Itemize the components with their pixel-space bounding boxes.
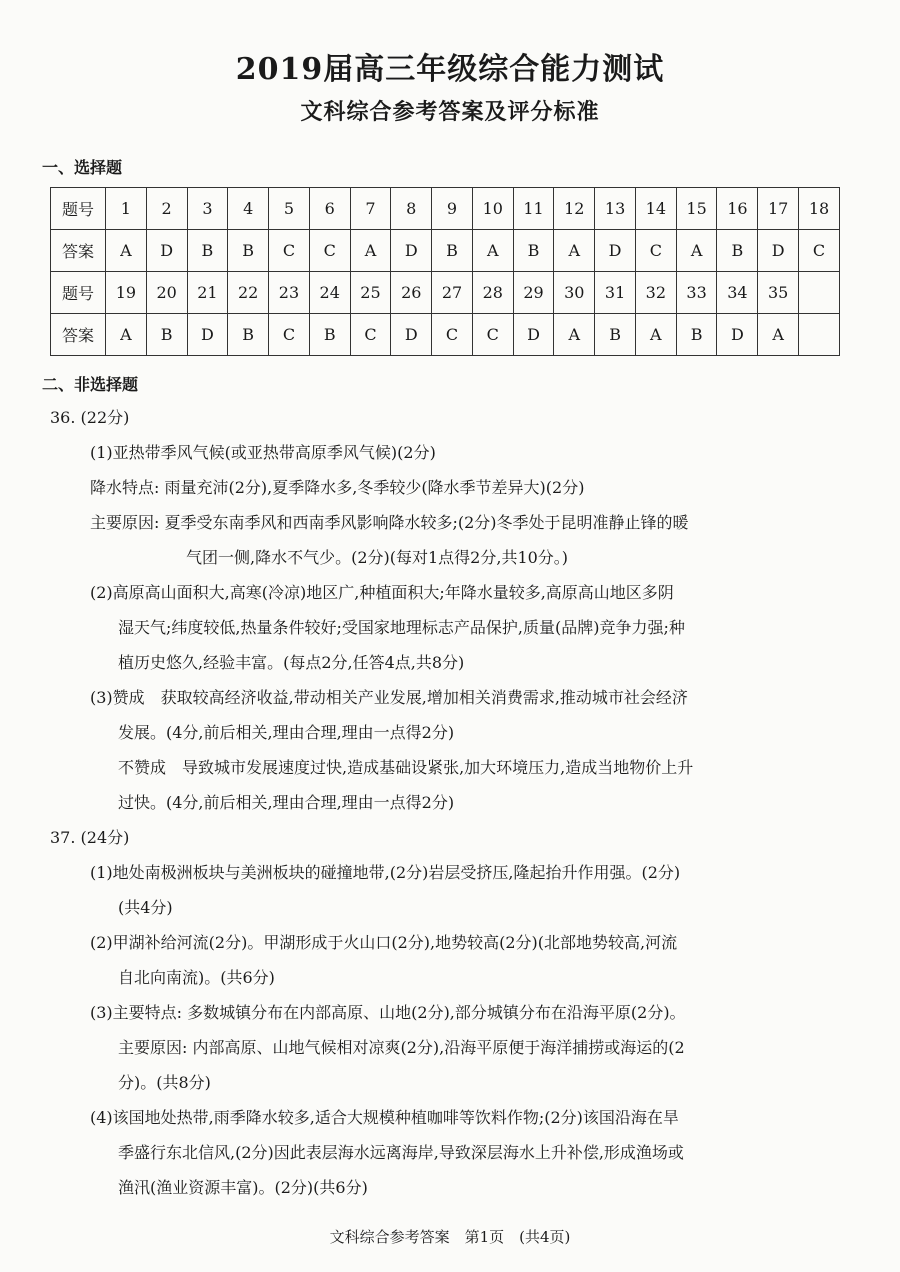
answer-cell: A [350,230,391,272]
q37-part3-line2: 主要原因: 内部高原、山地气候相对凉爽(2分),沿海平原便于海洋捕捞或海运的(2 [118,1038,685,1057]
section-heading-choice: 一、选择题 [42,158,123,177]
q37-part2-line1: (2)甲湖补给河流(2分)。甲湖形成于火山口(2分),地势较高(2分)(北部地势较高,河流 [90,933,678,952]
question-number-cell: 27 [432,272,473,314]
question-number-cell: 26 [391,272,432,314]
q37-part2-line2: 自北向南流)。(共6分) [118,968,275,987]
question-number-cell: 34 [717,272,758,314]
question-number-cell: 19 [106,272,147,314]
answer-cell: C [432,314,473,356]
answer-cell: B [513,230,554,272]
q36-part1: (1)亚热带季风气候(或亚热带高原季风气候)(2分) [90,443,436,462]
answer-cell: D [595,230,636,272]
question-number-cell: 7 [350,188,391,230]
q37-part4-line2: 季盛行东北信风,(2分)因此表层海水远离海岸,导致深层海水上升补偿,形成渔场或 [118,1143,684,1162]
question-number-cell: 24 [309,272,350,314]
row-label: 答案 [51,314,106,356]
answer-cell: A [106,314,147,356]
answer-cell: A [106,230,147,272]
q37-part3-line3: 分)。(共8分) [118,1073,211,1092]
question-number-cell: 33 [676,272,717,314]
q37-part1-line2: (共4分) [118,898,173,917]
question-number-cell: 1 [106,188,147,230]
q36-heading: 36. (22分) [50,408,130,427]
q37-part1-line1: (1)地处南极洲板块与美洲板块的碰撞地带,(2分)岩层受挤压,隆起抬升作用强。(2分) [90,863,681,882]
question-number-cell: 13 [595,188,636,230]
answer-cell: B [187,230,228,272]
question-number-cell: 25 [350,272,391,314]
answer-cell: B [228,314,269,356]
answer-cell: C [635,230,676,272]
answer-cell: A [554,314,595,356]
answer-cell: C [269,230,310,272]
page-footer: 文科综合参考答案 第1页 (共4页) [329,1228,571,1246]
page-subtitle: 文科综合参考答案及评分标准 [300,99,600,125]
q36-rain-feature: 降水特点: 雨量充沛(2分),夏季降水多,冬季较少(降水季节差异大)(2分) [90,478,585,497]
question-number-cell: 16 [717,188,758,230]
q36-part2-line2: 湿天气;纬度较低,热量条件较好;受国家地理标志产品保护,质量(品牌)竞争力强;种 [118,618,685,637]
row-label: 答案 [51,230,106,272]
page-title: 2019届高三年级综合能力测试 [235,52,665,87]
answer-cell: D [391,230,432,272]
q36-part2-line3: 植历史悠久,经验丰富。(每点2分,任答4点,共8分) [118,653,465,672]
question-number-cell: 12 [554,188,595,230]
question-number-cell: 14 [635,188,676,230]
q36-reason-line1: 主要原因: 夏季受东南季风和西南季风影响降水较多;(2分)冬季处于昆明准静止锋的暖 [90,513,689,532]
answer-cell: B [146,314,187,356]
question-number-cell: 31 [595,272,636,314]
question-number-cell: 20 [146,272,187,314]
answer-cell: B [717,230,758,272]
answer-cell: D [513,314,554,356]
question-number-cell: 8 [391,188,432,230]
answer-cell: B [228,230,269,272]
question-number-cell: 23 [269,272,310,314]
question-number-cell: 21 [187,272,228,314]
answer-cell: A [635,314,676,356]
answer-cell: D [187,314,228,356]
question-number-cell: 32 [635,272,676,314]
answer-cell: C [799,230,840,272]
answer-cell: A [472,230,513,272]
question-number-cell: 9 [432,188,473,230]
row-label: 题号 [51,272,106,314]
q36-reason-line2: 气团一侧,降水不气少。(2分)(每对1点得2分,共10分。) [186,548,569,567]
q36-part3-disagree-line1: 不赞成 导致城市发展速度过快,造成基础设紧张,加大环境压力,造成当地物价上升 [118,758,694,777]
question-number-cell: 17 [758,188,799,230]
question-number-cell: 4 [228,188,269,230]
answer-cell: C [269,314,310,356]
question-number-cell: 35 [758,272,799,314]
answer-cell: D [717,314,758,356]
question-number-cell: 3 [187,188,228,230]
q37-part3-line1: (3)主要特点: 多数城镇分布在内部高原、山地(2分),部分城镇分布在沿海平原(2分)。 [90,1003,686,1022]
answer-cell: B [309,314,350,356]
question-number-cell: 18 [799,188,840,230]
answer-cell: D [146,230,187,272]
question-number-cell: 10 [472,188,513,230]
question-number-cell: 5 [269,188,310,230]
q36-part3-disagree-line2: 过快。(4分,前后相关,理由合理,理由一点得2分) [118,793,455,812]
q36-part3-agree-line1: (3)赞成 获取较高经济收益,带动相关产业发展,增加相关消费需求,推动城市社会经济 [90,688,688,707]
question-number-cell: 29 [513,272,554,314]
answer-cell: A [676,230,717,272]
q37-heading: 37. (24分) [50,828,130,847]
answer-cell: A [758,314,799,356]
row-label: 题号 [51,188,106,230]
question-number-cell: 22 [228,272,269,314]
answer-cell: D [758,230,799,272]
answer-cell: D [391,314,432,356]
answer-cell: B [676,314,717,356]
answer-cell: B [595,314,636,356]
q37-part4-line1: (4)该国地处热带,雨季降水较多,适合大规模种植咖啡等饮料作物;(2分)该国沿海在旱 [90,1108,679,1127]
question-number-cell: 15 [676,188,717,230]
answer-cell: C [350,314,391,356]
section-heading-nonchoice: 二、非选择题 [42,375,139,394]
question-number-cell: 6 [309,188,350,230]
question-number-cell: 28 [472,272,513,314]
question-number-cell: 11 [513,188,554,230]
question-number-cell: 2 [146,188,187,230]
q36-part2-line1: (2)高原高山面积大,高寒(冷凉)地区广,种植面积大;年降水量较多,高原高山地区多阴 [90,583,674,602]
q36-part3-agree-line2: 发展。(4分,前后相关,理由合理,理由一点得2分) [118,723,455,742]
answer-cell: C [472,314,513,356]
answer-cell: B [432,230,473,272]
answer-cell: C [309,230,350,272]
q37-part4-line3: 渔汛(渔业资源丰富)。(2分)(共6分) [118,1178,368,1197]
answer-cell: A [554,230,595,272]
question-number-cell: 30 [554,272,595,314]
